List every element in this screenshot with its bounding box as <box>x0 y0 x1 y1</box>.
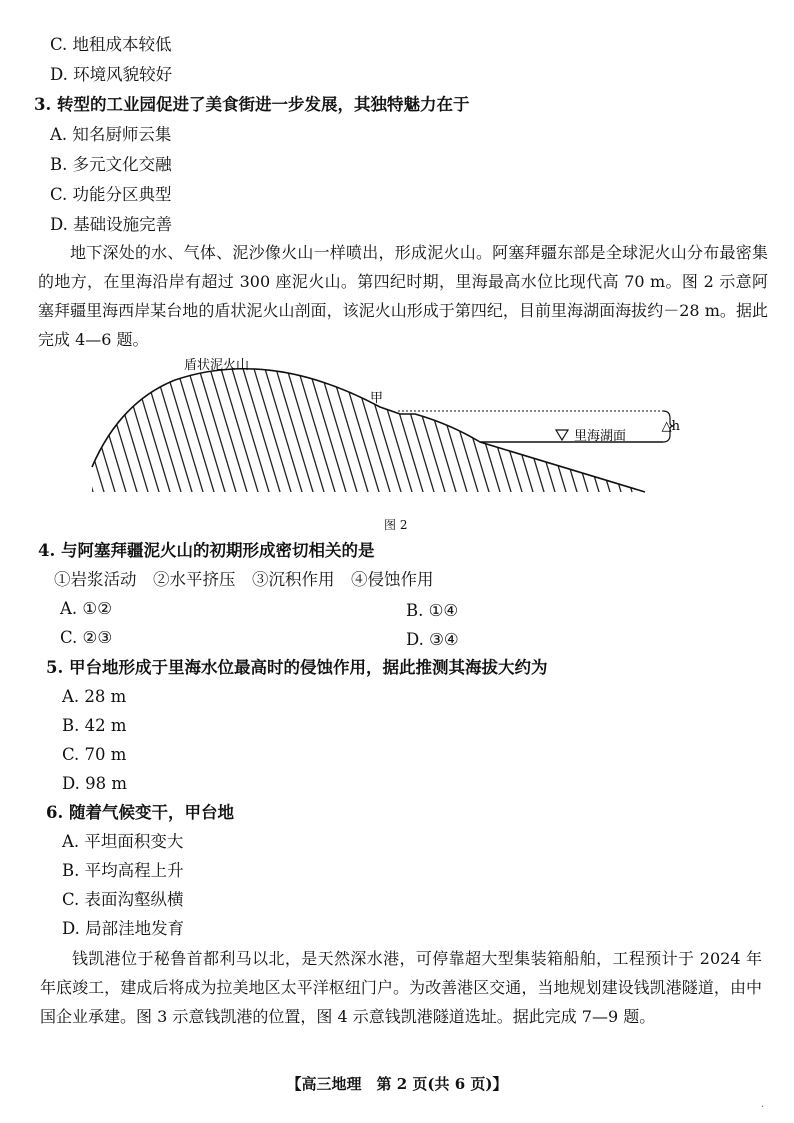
q4-option-a: A. ①② <box>60 599 112 618</box>
q6-option-c: C. 表面沟壑纵横 <box>62 890 184 909</box>
hatch-line <box>161 352 206 502</box>
hatch-line <box>436 352 481 502</box>
hatch-line <box>216 352 261 502</box>
hatch-line <box>502 352 547 502</box>
label-caspian-lake: 里海湖面 <box>574 429 627 444</box>
label-delta-h: △h <box>661 419 680 434</box>
hatch-line <box>80 352 118 502</box>
hatch-line <box>513 352 558 502</box>
q6-option-b: B. 平均高程上升 <box>62 861 184 880</box>
hatch-line <box>601 352 646 502</box>
hatch-line <box>381 352 426 502</box>
hatch-line <box>80 352 96 502</box>
hatch-line <box>370 352 415 502</box>
label-jia: 甲 <box>370 391 384 406</box>
hatch-line <box>348 352 393 502</box>
hatch-line <box>106 352 151 502</box>
q6-stem: 6. 随着气候变干，甲台地 <box>46 803 234 822</box>
hatch-line <box>205 352 250 502</box>
q3-option-b: B. 多元文化交融 <box>50 155 172 174</box>
hatch-line <box>557 352 602 502</box>
hatch-line <box>491 352 536 502</box>
q4-option-c: C. ②③ <box>60 628 113 647</box>
q5-option-c: C. 70 m <box>62 745 127 764</box>
figure-2-mud-volcano-profile <box>80 352 680 522</box>
hatch-line <box>480 352 525 502</box>
hatch-line <box>315 352 360 502</box>
q3-option-a: A. 知名厨师云集 <box>50 125 172 144</box>
hatch-line <box>326 352 371 502</box>
q2-option-d: D. 环境风貌较好 <box>50 65 173 84</box>
hatch-line <box>359 352 404 502</box>
q3-option-d: D. 基础设施完善 <box>50 215 173 234</box>
figure-2-caption: 图 2 <box>384 518 408 532</box>
hatch-line <box>403 352 448 502</box>
hatch-line <box>524 352 569 502</box>
hatch-line <box>469 352 514 502</box>
hatch-line <box>80 352 107 502</box>
hatch-line <box>282 352 327 502</box>
hatch-line <box>293 352 338 502</box>
q3-option-c: C. 功能分区典型 <box>50 185 172 204</box>
hatch-line <box>128 352 173 502</box>
hatch-line <box>425 352 470 502</box>
q5-option-a: A. 28 m <box>62 687 127 706</box>
q4-option-d: D. ③④ <box>406 630 459 649</box>
q4-items: ①岩浆活动 ②水平挤压 ③沉积作用 ④侵蚀作用 <box>54 570 434 589</box>
hatching <box>80 352 680 502</box>
label-shield-volcano: 盾状泥火山 <box>184 358 250 373</box>
hatch-line <box>337 352 382 502</box>
hatch-line <box>447 352 492 502</box>
hatch-line <box>117 352 162 502</box>
q5-stem: 5. 甲台地形成于里海水位最高时的侵蚀作用，据此推测其海拔大约为 <box>46 658 548 677</box>
hatch-line <box>150 352 195 502</box>
hatch-line <box>590 352 635 502</box>
q3-stem: 3. 转型的工业园促进了美食街进一步发展，其独特魅力在于 <box>34 95 470 114</box>
hatch-line <box>392 352 437 502</box>
hatch-line <box>546 352 591 502</box>
corner-mark: · <box>760 1102 764 1113</box>
hatch-line <box>612 352 657 502</box>
hatch-line <box>227 352 272 502</box>
hatch-line <box>84 352 129 502</box>
hatch-line <box>194 352 239 502</box>
q4-option-b: B. ①④ <box>406 601 459 620</box>
hatch-line <box>139 352 184 502</box>
passage-mud-volcano: 地下深处的水、气体、泥沙像火山一样喷出，形成泥火山。阿塞拜疆东部是全球泥火山分布最密集的地方，在里海沿岸有超过 300 座泥火山。第四纪时期，里海最高水位比现代高 70 m。图 2 示意阿塞拜疆里海西岸某台地的盾状泥火山剖面，该泥火山形成于第四纪，目前里海湖面海拔约－28 m。据此完成 4—6 题。 <box>38 243 768 349</box>
page-footer: 【高三地理 第 2 页(共 6 页)】 <box>286 1075 508 1093</box>
hatch-line <box>535 352 580 502</box>
q2-option-c: C. 地租成本较低 <box>50 35 172 54</box>
hatch-line <box>304 352 349 502</box>
hatch-line <box>95 352 140 502</box>
hatch-line <box>183 352 228 502</box>
water-level-triangle-icon <box>556 430 568 440</box>
passage-chancay-port: 钱凯港位于秘鲁首都利马以北，是天然深水港，可停靠超大型集装箱船舶，工程预计于 2024 年年底竣工，建成后将成为拉美地区太平洋枢纽门户。为改善港区交通，当地规划建设钱凯港隧道，由中国企业承建。图 3 示意钱凯港的位置，图 4 示意钱凯港隧道选址。据此完成 7—9 题。 <box>40 949 762 1026</box>
q4-stem: 4. 与阿塞拜疆泥火山的初期形成密切相关的是 <box>38 541 375 560</box>
hatch-line <box>249 352 294 502</box>
q5-option-b: B. 42 m <box>62 716 127 735</box>
q6-option-a: A. 平坦面积变大 <box>62 832 184 851</box>
hatch-line <box>80 352 85 502</box>
hatch-line <box>238 352 283 502</box>
q6-option-d: D. 局部洼地发育 <box>62 919 185 938</box>
hatch-line <box>458 352 503 502</box>
q5-option-d: D. 98 m <box>62 774 128 793</box>
